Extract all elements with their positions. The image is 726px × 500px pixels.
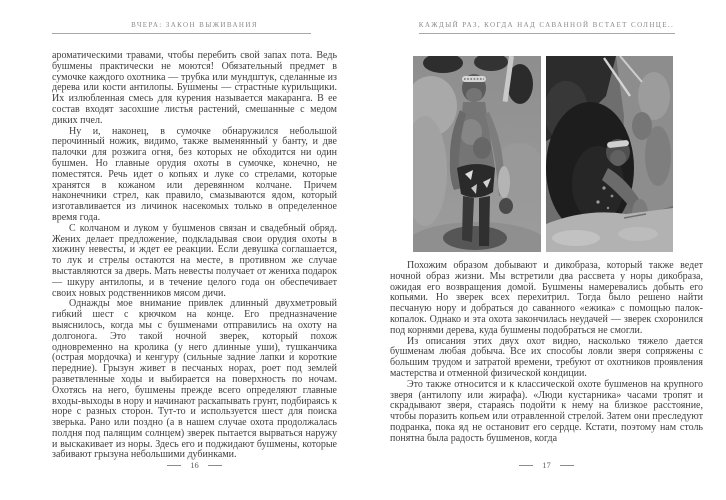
page-number-right xyxy=(390,460,703,470)
header-rule-right xyxy=(419,33,675,34)
folio-dash xyxy=(519,465,533,466)
paragraph: Это также относится и к классической охоте бушменов на крупного зверя (антилопу или жирафа). «Люди кустарника» часами тропят и скрадывают зверя, стараясь подойти к нему на близкое расстояние, чтобы поразить копьем или отравленной стрелой. Затем они преследуют подранка, пока яд не остановит его сердце. Кстати, поэтому нам столь понятна была радость бушменов, когда xyxy=(390,378,703,444)
paragraph: Похожим образом добывают и дикобраза, который также ведет ночной образ жизни. Мы встретили два рассвета у норы дикобраза, ожидая его возвращения домой. Бушмены намеревались добыть его копьями. Но зверек всех перехитрил. Тогда было решено найти песчаную нору и добраться до саванного «ежика» с помощью палок-копалок. Однако и эта охота закончилась неудачей — зверек схоронился под корнями дерева, куда бушмены подобраться не смогли. xyxy=(390,260,703,336)
photo-bushman-standing-in-pit xyxy=(413,56,541,252)
folio-number: 17 xyxy=(542,460,551,470)
page-left xyxy=(52,0,337,500)
folio-number: 16 xyxy=(190,460,199,470)
folio-dash xyxy=(560,465,574,466)
running-head-left: ВЧЕРА: ЗАКОН ВЫЖИВАНИЯ xyxy=(131,21,258,29)
paragraph: Из описания этих двух охот видно, насколько тяжело дается бушменам любая добыча. Все их способы ловли зверя сопряжены с большим трудом и затратой времени, требуют от охотников проявления мастерства и отменной физической кондиции. xyxy=(390,335,703,379)
paragraph: ароматическими травами, чтобы перебить свой запах пота. Ведь бушмены практически не моются! Обязательный предмет в сумочке каждого охотника — трубка или мундштук, сделанные из дерева или кости антилопы. Бушмены — страстные курильщики. Их излюбленная смесь для курения называется макаранга. В ее состав входят засохшие листья растений, смешанные с медом диких пчел. xyxy=(52,50,337,126)
paragraph: Ну и, наконец, в сумочке обнаружился небольшой перочинный ножик, видимо, также выменянный у банту, и две палочки для розжига огня, без которых не обходится ни один бушмен. Но главные орудия охоты в сумочке, конечно, не поместятся. Речь идет о копьях и луке со стрелами, которые хранятся в кожаном или деревянном колчане. Причем наконечники стрел, как правило, смазываются ядом, который изготавливается из личинок насекомых только в определенное время года. xyxy=(52,125,337,223)
page-number-left xyxy=(52,460,337,470)
paragraph: С колчаном и луком у бушменов связан и свадебный обряд. Жених делает предложение, подкладывая свои орудия охоты в хижину невесты, и ждет ее реакции. Если девушка соглашается, то лук и стрелы остаются на месте, в противном же случае выставляются за дверь. Мать невесты получает от жениха подарок — шкуру антилопы, и в течение целого года он обеспечивает своих новых родственников мясом дичи. xyxy=(52,222,337,299)
photo-strip xyxy=(413,56,673,252)
header-rule-left xyxy=(52,33,311,34)
running-head-right: КАЖДЫЙ РАЗ, КОГДА НАД САВАННОЙ ВСТАЕТ СОЛНЦЕ.. xyxy=(418,21,675,29)
paragraph: Однажды мое внимание привлек длинный двухметровый гибкий шест с крючком на конце. Его предназначение выяснилось, когда мы с бушменами отправились на охоту на долгонога. Это такой ночной зверек, который похож одновременно на кролика (у него длинные уши), тушканчика (острая мордочка) и кенгуру (сильные задние лапки и короткие передние). Грызун живет в песчаных норах, роет под землей разветвленные ходы и выбирается на поверхность по ночам. Охотясь на него, бушмены прежде всего определяют главные входы-выходы в нору и начинают раскапывать грунт, подбираясь к норе с разных сторон. Тут-то и используется шест для поиска зверька. Рано или поздно (а в нашем случае охота продолжалась полдня под палящим солнцем) зверек пытается вырваться наружу и выскакивает из норы. Здесь его и поджидают бушмены, которые забивают грызуна небольшими дубинками. xyxy=(52,298,337,461)
page-right xyxy=(390,0,703,500)
folio-dash xyxy=(208,465,222,466)
photo-bushman-digging-burrow xyxy=(546,56,673,252)
folio-dash xyxy=(167,465,181,466)
page-left-body xyxy=(52,51,337,461)
page-right-body xyxy=(390,261,703,445)
